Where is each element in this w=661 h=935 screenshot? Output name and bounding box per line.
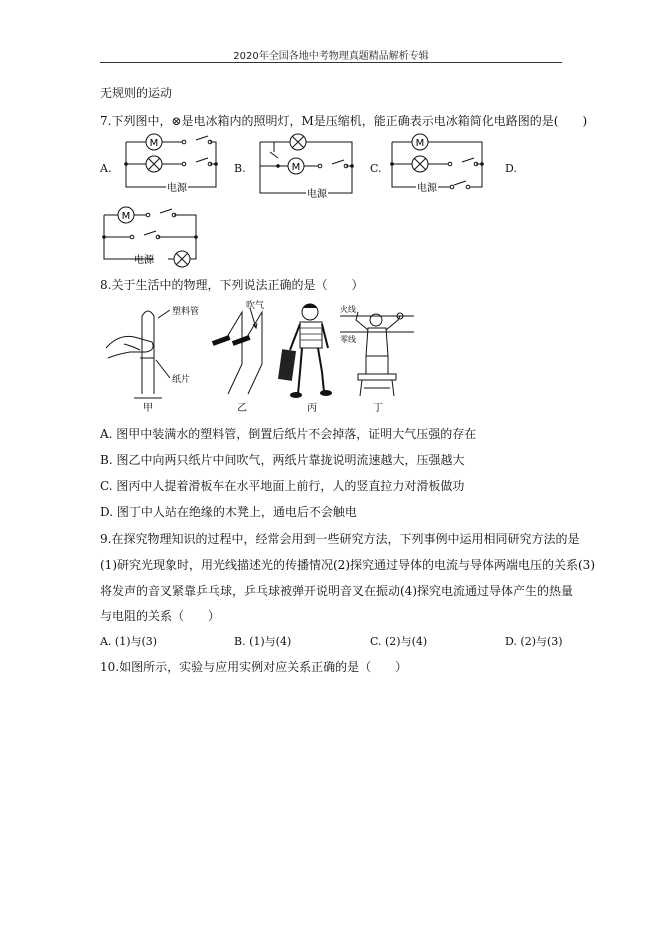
q7-circuit-d — [100, 203, 200, 267]
source-label: 电源 — [134, 255, 154, 266]
source-label: 电源 — [417, 183, 437, 194]
clip-left — [212, 335, 231, 346]
source-label: 电源 — [307, 189, 327, 200]
q9-option-c: C. (2)与(4) — [370, 635, 428, 648]
label-live: 火线 — [340, 305, 356, 314]
motor-label: M — [291, 162, 301, 173]
label-blow: 吹气 — [246, 301, 265, 311]
motor-label: M — [121, 211, 131, 222]
label-jia: 甲 — [143, 403, 153, 414]
page-header: 2020年全国各地中考物理真题精品解析专辑 — [233, 51, 429, 62]
q9-option-d: D. (2)与(3) — [505, 635, 563, 648]
label-paper: 纸片 — [172, 375, 191, 385]
label-tube: 塑料管 — [172, 307, 200, 317]
q7-option-a-label: A. — [100, 162, 112, 175]
q8-option-c: C. 图丙中人提着滑板车在水平地面上前行，人的竖直拉力对滑板做功 — [100, 479, 465, 493]
figure-ding — [340, 312, 414, 396]
clip-right — [232, 335, 251, 346]
q7-option-c-label: C. — [370, 162, 382, 175]
q7-stem: 7.下列图中，⊗是电冰箱内的照明灯，M是压缩机，能正确表示电冰箱简化电路图的是( ) — [100, 114, 588, 128]
label-neutral: 零线 — [340, 335, 356, 344]
q7-circuit-c — [388, 130, 486, 194]
motor-label: M — [149, 138, 159, 149]
q10-stem: 10.如图所示，实验与应用实例对应关系正确的是（ ） — [100, 660, 408, 674]
label-ding: 丁 — [373, 403, 383, 414]
q7-circuit-a — [122, 130, 220, 194]
label-yi: 乙 — [237, 403, 247, 414]
q8-option-b: B. 图乙中向两只纸片中间吹气，两纸片靠拢说明流速越大，压强越大 — [100, 453, 465, 467]
figure-yi — [224, 308, 262, 394]
q9-line-2: (1)研究光现象时，用光线描述光的传播情况(2)探究通过导体的电流与导体两端电压的关系(3) — [100, 558, 595, 572]
q8-stem: 8.关于生活中的物理，下列说法正确的是（ ） — [100, 278, 364, 292]
q9-line-4: 与电阻的关系（ ） — [100, 609, 221, 623]
q9-option-a: A. (1)与(3) — [100, 635, 158, 648]
label-bing: 丙 — [307, 403, 317, 414]
q8-option-d: D. 图丁中人站在绝缘的木凳上，通电后不会触电 — [100, 505, 357, 519]
q7-circuit-b — [256, 134, 356, 200]
q9-line-1: 9.在探究物理知识的过程中，经常会用到一些研究方法，下列事例中运用相同研究方法的是 — [100, 532, 580, 546]
figure-jia — [106, 310, 170, 398]
q8-figures — [100, 298, 418, 416]
source-label: 电源 — [167, 183, 187, 194]
motor-label: M — [415, 138, 425, 149]
q7-option-b-label: B. — [234, 162, 246, 175]
intro-text: 无规则的运动 — [100, 86, 173, 100]
figure-bing — [278, 304, 332, 398]
q7-option-d-label: D. — [505, 162, 517, 175]
q9-line-3: 将发声的音叉紧靠乒乓球，乒乓球被弹开说明音叉在振动(4)探究电流通过导体产生的热量 — [100, 584, 574, 598]
q9-option-b: B. (1)与(4) — [234, 635, 292, 648]
header-rule — [100, 62, 562, 63]
q8-option-a: A. 图甲中装满水的塑料管，倒置后纸片不会掉落，证明大气压强的存在 — [100, 427, 477, 441]
